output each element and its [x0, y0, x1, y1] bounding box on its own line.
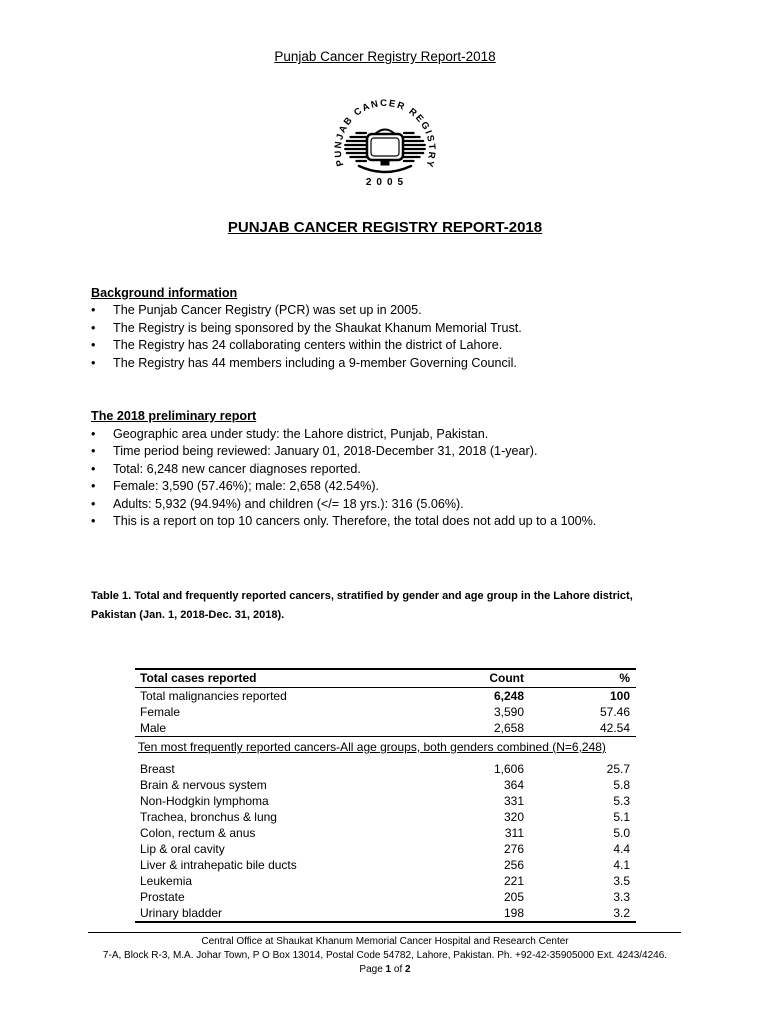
row-count: 276 [503, 842, 524, 856]
row-percent: 25.7 [606, 762, 630, 776]
page-of-label: of [393, 964, 403, 975]
row-label: Liver & intrahepatic bile ducts [140, 858, 297, 872]
row-count: 331 [503, 794, 524, 808]
list-item: • Geographic area under study: the Lahore district, Punjab, Pakistan. [91, 426, 596, 443]
footer-office-line: Central Office at Shaukat Khanum Memorial Cancer Hospital and Research Center [201, 936, 569, 947]
table-row [135, 841, 636, 857]
table-row [135, 761, 636, 777]
preliminary-report-heading: The 2018 preliminary report [91, 409, 257, 423]
table-caption: Table 1. Total and frequently reported cancers, stratified by gender and age group in the Lahore district, Pakistan (Jan. 1, 2018-Dec. 31, 2018). [91, 590, 633, 621]
table-row [135, 857, 636, 873]
row-percent: 4.4 [613, 842, 630, 856]
row-label: Urinary bladder [140, 906, 223, 920]
row-count: 256 [503, 858, 524, 872]
background-list [91, 302, 522, 372]
footer-address-line: 7-A, Block R-3, M.A. Johar Town, P O Box 13014, Postal Code 54782, Lahore, Pakistan. Ph. +92-42-35905000 Ext. 4243/4246. [102, 950, 668, 961]
row-percent: 5.0 [613, 826, 630, 840]
background-heading: Background information [91, 286, 238, 300]
table-row [135, 704, 636, 720]
footer-divider [88, 932, 681, 933]
row-label: Female [140, 705, 181, 719]
table-row [135, 825, 636, 841]
row-label: Prostate [140, 890, 185, 904]
list-item: • Time period being reviewed: January 01, 2018-December 31, 2018 (1-year). [91, 443, 596, 460]
logo-year-text: 2005 [365, 177, 409, 188]
cancer-statistics-table [135, 668, 636, 923]
list-item: • Female: 3,590 (57.46%); male: 2,658 (42.54%). [91, 478, 596, 495]
row-count: 198 [503, 906, 524, 920]
registry-seal-icon [315, 92, 455, 192]
row-label: Breast [140, 762, 175, 776]
row-percent: 42.54 [599, 721, 630, 735]
row-count: 205 [503, 890, 524, 904]
row-percent: 5.1 [613, 810, 630, 824]
row-label: Brain & nervous system [140, 778, 267, 792]
page-label: Page [359, 964, 383, 975]
page-title-text: PUNJAB CANCER REGISTRY REPORT-2018 [227, 219, 543, 236]
row-label: Non-Hodgkin lymphoma [140, 794, 269, 808]
row-percent: 3.5 [613, 874, 630, 888]
registry-emblem-icon [345, 130, 425, 173]
row-label: Colon, rectum & anus [140, 826, 256, 840]
row-label: Male [140, 721, 167, 735]
row-label: Total malignancies reported [140, 689, 287, 703]
row-percent: 3.3 [613, 890, 630, 904]
row-count: 3,590 [493, 705, 524, 719]
list-item: • The Punjab Cancer Registry (PCR) was set up in 2005. [91, 302, 522, 320]
list-item: • The Registry has 44 members including a 9-member Governing Council. [91, 355, 522, 373]
list-item: • Total: 6,248 new cancer diagnoses reported. [91, 461, 596, 478]
row-percent: 57.46 [599, 705, 630, 719]
row-count: 2,658 [493, 721, 524, 735]
row-count: 320 [503, 810, 524, 824]
list-item: • Adults: 5,932 (94.94%) and children (</= 18 yrs.): 316 (5.06%). [91, 496, 596, 513]
row-percent: 4.1 [613, 858, 630, 872]
list-item: • This is a report on top 10 cancers only. Therefore, the total does not add up to a 100%. [91, 513, 596, 530]
row-label: Leukemia [140, 874, 193, 888]
row-label: Lip & oral cavity [140, 842, 225, 856]
row-count: 1,606 [493, 762, 524, 776]
running-header-text: Punjab Cancer Registry Report-2018 [274, 49, 496, 64]
table-header-row [135, 668, 636, 688]
row-count: 221 [503, 874, 524, 888]
table-row [135, 720, 636, 736]
page-current: 1 [385, 964, 392, 975]
table-row [135, 777, 636, 793]
row-percent: 5.8 [613, 778, 630, 792]
running-header [0, 49, 770, 65]
column-header-cases: Total cases reported [140, 671, 257, 685]
column-header-count: Count [489, 671, 524, 685]
row-label: Trachea, bronchus & lung [140, 810, 277, 824]
table-row [135, 873, 636, 889]
page-title [0, 219, 770, 237]
row-percent: 100 [609, 689, 630, 703]
row-count: 364 [503, 778, 524, 792]
row-count: 311 [504, 826, 524, 840]
preliminary-report-list [91, 426, 596, 530]
table-row [135, 905, 636, 923]
row-count: 6,248 [493, 689, 524, 703]
table-row [135, 688, 636, 704]
row-percent: 3.2 [613, 906, 630, 920]
table-row [135, 889, 636, 905]
page-total: 2 [405, 964, 411, 975]
table-section-heading: Ten most frequently reported cancers-All age groups, both genders combined (N=6,248) [138, 740, 606, 754]
column-header-percent: % [619, 671, 630, 685]
logo-ring-textpath: PUNJAB CANCER REGISTRY [332, 97, 438, 170]
table-row [135, 809, 636, 825]
table-section-row [135, 736, 636, 761]
list-item: • The Registry is being sponsored by the Shaukat Khanum Memorial Trust. [91, 320, 522, 338]
table-row [135, 793, 636, 809]
page-number [0, 963, 770, 977]
row-percent: 5.3 [613, 794, 630, 808]
list-item: • The Registry has 24 collaborating centers within the district of Lahore. [91, 337, 522, 355]
